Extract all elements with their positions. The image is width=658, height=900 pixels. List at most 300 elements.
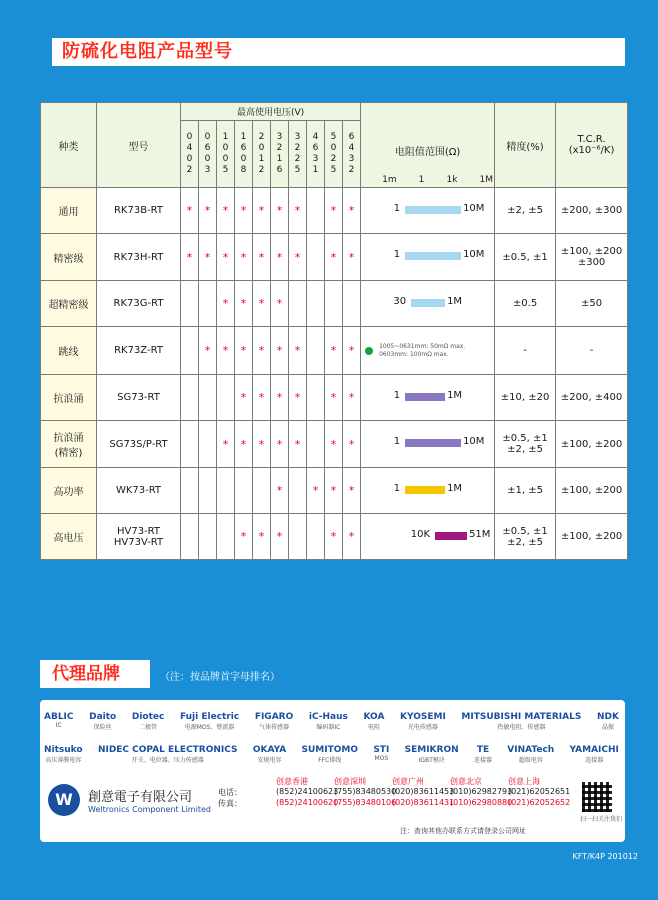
star-cell: [235, 188, 253, 234]
doc-code: KFT/K4P 201012: [572, 852, 638, 861]
row-tcr: ±100, ±200: [556, 514, 628, 560]
star-mark: *: [258, 297, 265, 310]
star-mark: *: [222, 250, 229, 264]
size-header: [271, 121, 289, 188]
brand-row-1: [44, 712, 619, 731]
table-row: [41, 421, 628, 468]
brand-category: IC: [55, 722, 62, 729]
star-mark: *: [312, 484, 319, 497]
star-cell: [325, 327, 343, 375]
star-cell: [307, 327, 325, 375]
size-label: 2 0 1 2: [258, 132, 265, 176]
star-mark: *: [294, 437, 301, 451]
jumper-note: 1005~0631mm: 50mΩ max. 0603mm: 100mΩ max.: [379, 342, 466, 358]
brand-name: KYOSEMI: [400, 712, 446, 722]
size-header: [181, 121, 199, 188]
star-mark: *: [240, 297, 247, 310]
range-scale: [361, 175, 514, 185]
star-mark: *: [348, 437, 355, 451]
star-cell: [289, 514, 307, 560]
range-graphic: [361, 515, 494, 559]
star-cell: [325, 468, 343, 514]
star-mark: *: [240, 437, 247, 451]
brand-name: OKAYA: [252, 745, 287, 755]
range-cell: [361, 375, 495, 421]
range-bar: [405, 439, 461, 447]
star-cell: [271, 234, 289, 281]
brand-category: 光电传感器: [407, 724, 438, 731]
qr-code: [582, 782, 612, 812]
office-fax: (852)24100620: [276, 798, 339, 807]
range-cell: [361, 188, 495, 234]
star-cell: [217, 514, 235, 560]
brand-name: NDK: [596, 712, 619, 722]
scale-label: 1M: [479, 175, 494, 185]
row-kind: 超精密级: [41, 281, 97, 327]
range-cell: [361, 421, 495, 468]
star-cell: [181, 375, 199, 421]
star-mark: *: [258, 391, 265, 404]
star-cell: [235, 327, 253, 375]
star-mark: *: [348, 344, 355, 357]
range-high: 1M: [447, 295, 463, 307]
star-cell: [253, 234, 271, 281]
star-mark: *: [330, 530, 337, 543]
brand-category: 编码器IC: [316, 724, 341, 731]
range-graphic: [361, 376, 494, 420]
brand-category: 气体传感器: [259, 724, 290, 731]
star-cell: [253, 514, 271, 560]
table-row: [41, 514, 628, 560]
table-row: [41, 375, 628, 421]
star-cell: [343, 468, 361, 514]
range-low: 1: [393, 249, 401, 260]
range-cell: [361, 281, 495, 327]
row-kind: 跳线: [41, 327, 97, 375]
range-high: 10M: [463, 249, 485, 260]
header-tcr-unit: (x10⁻⁶/K): [568, 145, 615, 156]
brand-name: YAMAICHI: [569, 745, 619, 755]
range-bar: [411, 299, 445, 307]
star-cell: [181, 468, 199, 514]
range-high: 51M: [469, 528, 491, 540]
brand-name: FIGARO: [254, 712, 294, 722]
size-label: 3 2 1 6: [276, 132, 283, 176]
row-model: HV73-RT HV73V-RT: [97, 514, 181, 560]
row-model: WK73-RT: [97, 468, 181, 514]
brand-item: [461, 712, 581, 731]
star-cell: [289, 188, 307, 234]
star-cell: [253, 327, 271, 375]
office-tel: (010)62982793: [450, 787, 513, 796]
star-cell: [235, 468, 253, 514]
size-label: 1 0 0 5: [222, 132, 229, 176]
range-graphic: [361, 422, 494, 466]
star-cell: [235, 514, 253, 560]
star-cell: [199, 281, 217, 327]
star-mark: *: [276, 344, 283, 357]
row-model: RK73B-RT: [97, 188, 181, 234]
size-header: [253, 121, 271, 188]
brand-item: [597, 712, 619, 731]
row-kind: 抗浪涌: [41, 375, 97, 421]
star-mark: *: [186, 250, 193, 264]
range-high: 1M: [447, 482, 463, 494]
row-tolerance: ±1, ±5: [495, 468, 556, 514]
brand-item: [405, 745, 459, 764]
star-mark: *: [276, 250, 283, 264]
size-label: 4 6 3 1: [312, 132, 319, 176]
size-header: [289, 121, 307, 188]
company-name-en: Weltronics Component Limited: [88, 805, 211, 814]
star-cell: [235, 234, 253, 281]
agents-note: （注：按品牌首字母排名）: [160, 672, 280, 683]
brand-category: 安规电容: [257, 757, 282, 764]
brand-category: 保险丝: [93, 724, 112, 731]
star-mark: *: [348, 204, 355, 217]
office-tel-label: 电话：: [218, 788, 242, 797]
brand-category: IGBT模块: [418, 757, 445, 764]
star-mark: *: [222, 437, 229, 451]
star-mark: *: [330, 391, 337, 404]
star-cell: [325, 375, 343, 421]
star-cell: [307, 421, 325, 468]
brand-item: [89, 712, 116, 731]
brand-item: [132, 712, 164, 731]
star-cell: [343, 234, 361, 281]
brand-item: [180, 712, 239, 731]
star-mark: *: [330, 204, 337, 217]
office-fax: (021)62052652: [508, 798, 571, 807]
range-low: 1: [393, 202, 401, 214]
star-cell: [271, 281, 289, 327]
star-mark: *: [240, 530, 247, 543]
row-tolerance: -: [495, 327, 556, 375]
product-table: [40, 102, 628, 560]
row-tolerance: ±2, ±5: [495, 188, 556, 234]
header-voltage: 最高使用电压(V): [181, 103, 361, 121]
office-fax-label: 传真：: [218, 799, 242, 808]
star-cell: [181, 234, 199, 281]
star-cell: [325, 281, 343, 327]
office-tel: (755)83480530: [334, 787, 397, 796]
brand-category: 超级电容: [518, 757, 543, 764]
brand-name: ABLIC: [44, 712, 74, 722]
star-cell: [271, 468, 289, 514]
range-cell: [361, 514, 495, 560]
header-range-title: 电阻值范围(Ω): [394, 147, 461, 158]
star-mark: *: [330, 250, 337, 264]
star-cell: [307, 514, 325, 560]
brand-category: 开关、电位器、压力传感器: [131, 757, 204, 764]
star-cell: [271, 514, 289, 560]
row-tolerance: ±0.5: [495, 281, 556, 327]
range-bar: [435, 532, 467, 540]
star-mark: *: [222, 297, 229, 310]
range-high: 1M: [447, 389, 463, 401]
brand-name: STI: [373, 745, 390, 755]
star-cell: [343, 281, 361, 327]
star-mark: *: [276, 204, 283, 217]
range-cell: [361, 327, 495, 375]
star-cell: [325, 514, 343, 560]
size-label: 6 4 3 2: [348, 132, 355, 176]
brand-name: TE: [476, 745, 490, 755]
brand-item: [253, 745, 286, 764]
star-cell: [289, 327, 307, 375]
brand-item: [255, 712, 293, 731]
star-mark: *: [240, 250, 247, 264]
star-cell: [289, 468, 307, 514]
table-row: [41, 234, 628, 281]
star-cell: [289, 281, 307, 327]
row-tolerance: ±0.5, ±1 ±2, ±5: [495, 421, 556, 468]
star-cell: [325, 421, 343, 468]
star-cell: [181, 188, 199, 234]
brand-name: Fuji Electric: [179, 712, 240, 722]
office-city: 创意北京: [450, 777, 482, 786]
brand-category: 热敏电阻、传感器: [497, 724, 546, 731]
brand-name: Daito: [89, 712, 117, 722]
row-tcr: ±200, ±300: [556, 188, 628, 234]
office-fax: (755)83480106: [334, 798, 397, 807]
office-tel: (021)62052651: [508, 787, 571, 796]
star-mark: *: [276, 484, 283, 497]
size-header: [343, 121, 361, 188]
row-tcr: ±100, ±200: [556, 421, 628, 468]
star-mark: *: [240, 344, 247, 357]
star-cell: [199, 375, 217, 421]
office-fax: (010)62980880: [450, 798, 513, 807]
brand-item: [570, 745, 619, 764]
star-mark: *: [258, 437, 265, 451]
brand-category: 电源MOS、整流器: [184, 724, 235, 731]
row-kind: 精密级: [41, 234, 97, 281]
size-header: [325, 121, 343, 188]
star-cell: [199, 188, 217, 234]
brand-name: Diotec: [131, 712, 165, 722]
brand-name: NIDEC COPAL ELECTRONICS: [97, 745, 238, 755]
star-mark: *: [258, 250, 265, 264]
brand-item: [302, 745, 359, 764]
star-cell: [235, 281, 253, 327]
star-mark: *: [294, 250, 301, 264]
company-logo: W: [48, 784, 80, 816]
office-city: 创意上海: [508, 777, 540, 786]
brand-item: [98, 745, 238, 764]
brand-item: [309, 712, 348, 731]
star-cell: [271, 327, 289, 375]
range-cell: [361, 468, 495, 514]
star-mark: *: [258, 530, 265, 543]
brand-name: iC-Haus: [308, 712, 348, 722]
brand-item: [474, 745, 492, 764]
row-tcr: ±50: [556, 281, 628, 327]
brand-name: MITSUBISHI MATERIALS: [461, 712, 582, 722]
size-label: 3 2 2 5: [294, 132, 301, 176]
star-cell: [343, 188, 361, 234]
star-mark: *: [240, 204, 247, 217]
star-cell: [181, 514, 199, 560]
star-mark: *: [294, 344, 301, 357]
row-kind: 高电压: [41, 514, 97, 560]
range-high: 10M: [463, 436, 485, 447]
brand-category: FFC排线: [318, 757, 342, 764]
office-city: 创意广州: [392, 777, 424, 786]
row-kind: 抗浪涌 (精密): [41, 421, 97, 468]
star-mark: *: [294, 391, 301, 404]
star-mark: *: [240, 391, 247, 404]
office-tel: (020)83611453: [392, 787, 455, 796]
star-cell: [253, 281, 271, 327]
star-cell: [199, 468, 217, 514]
office-spacer: [218, 776, 276, 787]
range-bar: [405, 252, 461, 260]
star-cell: [181, 327, 199, 375]
star-cell: [217, 234, 235, 281]
star-mark: *: [222, 344, 229, 357]
star-mark: *: [258, 204, 265, 217]
brand-category: 连接器: [585, 757, 604, 764]
star-mark: *: [348, 391, 355, 404]
jumper-dot: [365, 347, 373, 355]
office-tel: (852)24100623: [276, 787, 339, 796]
star-mark: *: [276, 391, 283, 404]
range-bar: [405, 393, 445, 401]
brand-category: 高压薄膜电容: [45, 757, 82, 764]
range-low: 1: [393, 436, 401, 447]
scale-label: 1m: [382, 175, 397, 185]
table-row: [41, 188, 628, 234]
header-tcr: [556, 103, 628, 188]
brand-name: SEMIKRON: [404, 745, 459, 755]
row-kind: 通用: [41, 188, 97, 234]
brand-name: VINATech: [507, 745, 555, 755]
range-graphic: [361, 189, 494, 233]
range-graphic: [361, 469, 494, 513]
range-cell: [361, 234, 495, 281]
table-row: [41, 281, 628, 327]
star-cell: [307, 188, 325, 234]
brand-item: [363, 712, 384, 731]
row-tcr: ±100, ±200 ±300: [556, 234, 628, 281]
table-row: [41, 468, 628, 514]
star-cell: [271, 188, 289, 234]
star-mark: *: [204, 204, 211, 217]
range-bar: [405, 486, 445, 494]
office-fax: (020)83611431: [392, 798, 455, 807]
star-cell: [253, 468, 271, 514]
row-tolerance: ±10, ±20: [495, 375, 556, 421]
star-cell: [199, 421, 217, 468]
office-contacts: [218, 776, 571, 809]
brand-category: 电阻: [367, 724, 380, 731]
header-model: 型号: [97, 103, 181, 188]
brand-name: KOA: [363, 712, 385, 722]
page-title: 防硫化电阻产品型号: [62, 41, 233, 62]
star-cell: [271, 421, 289, 468]
star-mark: *: [204, 344, 211, 357]
size-header: [307, 121, 325, 188]
size-header: [235, 121, 253, 188]
brand-item: [373, 745, 389, 764]
company-block: [48, 784, 211, 816]
star-mark: *: [276, 530, 283, 543]
company-name-cn: 創意電子有限公司: [88, 790, 193, 805]
row-kind: 高功率: [41, 468, 97, 514]
range-low: 1: [393, 389, 401, 401]
row-tcr: -: [556, 327, 628, 375]
star-cell: [217, 421, 235, 468]
range-graphic: [361, 282, 494, 326]
row-model: RK73H-RT: [97, 234, 181, 281]
star-cell: [307, 234, 325, 281]
header-range: [361, 103, 495, 188]
star-cell: [199, 327, 217, 375]
star-cell: [343, 514, 361, 560]
row-model: SG73S/P-RT: [97, 421, 181, 468]
star-mark: *: [330, 484, 337, 497]
brand-category: 晶振: [601, 724, 614, 731]
star-cell: [289, 375, 307, 421]
agents-title: 代理品牌: [52, 664, 120, 684]
star-mark: *: [294, 204, 301, 217]
brand-item: [400, 712, 446, 731]
star-cell: [289, 234, 307, 281]
title-accent: [40, 38, 52, 66]
size-label: 1 6 0 8: [240, 132, 247, 176]
row-tolerance: ±0.5, ±1 ±2, ±5: [495, 514, 556, 560]
row-model: RK73G-RT: [97, 281, 181, 327]
row-model: SG73-RT: [97, 375, 181, 421]
star-cell: [217, 188, 235, 234]
scale-label: 1: [418, 175, 425, 185]
star-cell: [217, 327, 235, 375]
size-label: 0 6 0 3: [204, 132, 211, 176]
star-cell: [217, 375, 235, 421]
range-low: 30: [393, 295, 407, 307]
star-cell: [199, 234, 217, 281]
size-label: 5 0 2 5: [330, 132, 337, 176]
star-cell: [307, 281, 325, 327]
brand-row-2: [44, 745, 619, 764]
star-mark: *: [276, 437, 283, 451]
star-cell: [217, 468, 235, 514]
size-header: [217, 121, 235, 188]
range-graphic: [361, 235, 494, 279]
star-cell: [181, 421, 199, 468]
brand-category: 连接器: [473, 757, 492, 764]
star-mark: *: [330, 437, 337, 451]
scale-label: 1k: [446, 175, 458, 185]
star-cell: [343, 375, 361, 421]
star-cell: [253, 375, 271, 421]
brand-name: Nitsuko: [44, 745, 83, 755]
row-tcr: ±100, ±200: [556, 468, 628, 514]
brand-name: SUMITOMO: [301, 745, 359, 755]
range-bar: [405, 206, 461, 214]
brand-category: MOS: [374, 755, 389, 762]
office-city: 创意深圳: [334, 777, 366, 786]
star-mark: *: [276, 297, 283, 310]
star-mark: *: [348, 484, 355, 497]
star-cell: [217, 281, 235, 327]
office-city: 创意香港: [276, 777, 308, 786]
star-mark: *: [186, 204, 193, 217]
star-mark: *: [348, 530, 355, 543]
table-row: [41, 327, 628, 375]
star-cell: [253, 421, 271, 468]
